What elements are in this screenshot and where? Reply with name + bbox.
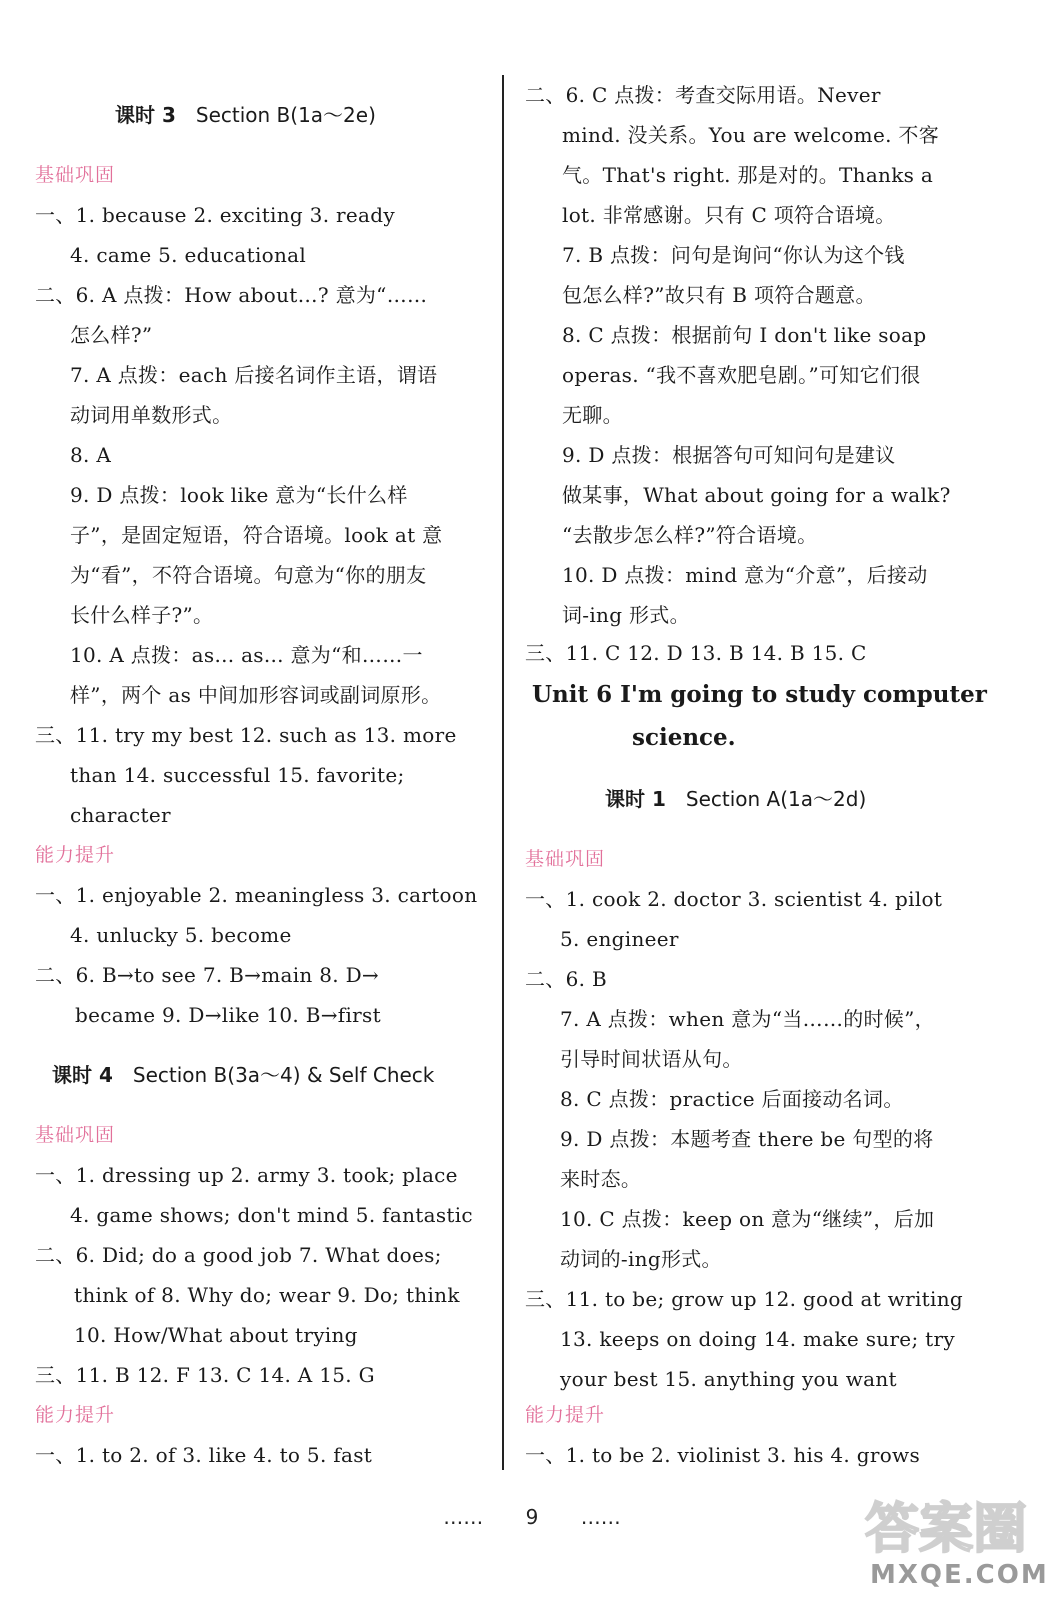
answer-line: 9. D 点拨：look like 意为“长什么样	[70, 483, 408, 507]
answer-line: 做某事，What about going for a walk?	[562, 483, 951, 507]
category-heading: 能力提升	[35, 1404, 116, 1426]
answer-line: 三、11. B 12. F 13. C 14. A 15. G	[35, 1363, 375, 1387]
answer-line: 包怎么样?”故只有 B 项符合题意。	[562, 283, 876, 307]
answer-line: 二、6. C 点拨：考查交际用语。Never	[525, 83, 881, 107]
answer-line: 9. D 点拨：本题考查 there be 句型的将	[560, 1127, 934, 1151]
footer-dots-right: ……	[580, 1505, 621, 1529]
answer-line: 子”，是固定短语，符合语境。look at 意	[70, 523, 443, 547]
answer-line: 8. C 点拨：根据前句 I don't like soap	[562, 323, 927, 347]
answer-line: 怎么样?”	[70, 323, 153, 347]
category-heading: 基础巩固	[35, 1124, 116, 1146]
category-heading: 能力提升	[35, 844, 116, 866]
answer-line: character	[70, 803, 171, 827]
answer-line: 样”，两个 as 中间加形容词或副词原形。	[70, 683, 442, 707]
watermark-text: MXQE.COM	[870, 1560, 1049, 1590]
lesson-label: 课时 4	[52, 1063, 113, 1087]
answer-line: 二、6. Did; do a good job 7. What does;	[35, 1243, 442, 1267]
answer-line: 一、1. dressing up 2. army 3. took; place	[35, 1163, 458, 1187]
lesson-label: 课时 1	[605, 787, 666, 811]
section-name: Section B(3a～4) & Self Check	[132, 1063, 435, 1087]
answer-line: 二、6. A 点拨：How about…? 意为“……	[35, 283, 428, 307]
answer-line: 为“看”，不符合语境。句意为“你的朋友	[70, 563, 427, 587]
answer-line: think of 8. Why do; wear 9. Do; think	[74, 1283, 460, 1307]
answer-line: 4. unlucky 5. become	[70, 923, 292, 947]
answer-line: 一、1. to be 2. violinist 3. his 4. grows	[525, 1443, 921, 1467]
page-number: 9	[525, 1505, 539, 1529]
category-heading: 基础巩固	[35, 164, 116, 186]
answer-line: 引导时间状语从句。	[560, 1047, 743, 1071]
column-divider	[502, 75, 504, 1470]
answer-line: 一、1. because 2. exciting 3. ready	[35, 203, 395, 227]
left-section-title	[52, 1062, 434, 1088]
answer-line: 4. came 5. educational	[70, 243, 307, 267]
answer-line: 气。That's right. 那是对的。Thanks a	[562, 163, 934, 187]
answer-line: 13. keeps on doing 14. make sure; try	[560, 1327, 955, 1351]
answer-line: 长什么样子?”。	[70, 603, 214, 627]
answer-line: 三、11. C 12. D 13. B 14. B 15. C	[525, 641, 867, 665]
left-section-title	[115, 102, 376, 128]
answer-line: 8. A	[70, 443, 112, 467]
answer-line: “去散步怎么样?”符合语境。	[562, 523, 818, 547]
watermark-logo: 答案圈	[865, 1497, 1027, 1560]
answer-line: 三、11. try my best 12. such as 13. more	[35, 723, 457, 747]
answer-line: 一、1. to 2. of 3. like 4. to 5. fast	[35, 1443, 373, 1467]
answer-line: 二、6. B→to see 7. B→main 8. D→	[35, 963, 379, 987]
answer-line: 7. A 点拨：each 后接名词作主语，谓语	[70, 363, 438, 387]
answer-line: became 9. D→like 10. B→first	[75, 1003, 381, 1027]
answer-line: 4. game shows; don't mind 5. fantastic	[70, 1203, 473, 1227]
section-name: Section A(1a～2d)	[685, 787, 867, 811]
answer-line: operas. “我不喜欢肥皂剧。”可知它们很	[562, 363, 921, 387]
answer-line: than 14. successful 15. favorite;	[70, 763, 405, 787]
answer-line: 来时态。	[560, 1167, 642, 1191]
answer-line: 10. A 点拨：as... as... 意为“和……一	[70, 643, 423, 667]
answer-line: 10. How/What about trying	[74, 1323, 358, 1347]
answer-line: 无聊。	[562, 403, 623, 427]
answer-line: 三、11. to be; grow up 12. good at writing	[525, 1287, 963, 1311]
category-heading: 能力提升	[525, 1404, 606, 1426]
unit-title: Unit 6 I'm going to study computer	[532, 681, 987, 708]
answer-line: 7. B 点拨：问句是询问“你认为这个钱	[562, 243, 905, 267]
answer-line: 5. engineer	[560, 927, 679, 951]
answer-line: 动词用单数形式。	[70, 403, 233, 427]
footer-dots-left: ……	[443, 1505, 484, 1529]
answer-line: 一、1. enjoyable 2. meaningless 3. cartoon	[35, 883, 478, 907]
unit-title: science.	[632, 724, 736, 751]
answer-line: 9. D 点拨：根据答句可知问句是建议	[562, 443, 896, 467]
answer-line: 8. C 点拨：practice 后面接动名词。	[560, 1087, 904, 1111]
answer-line: mind. 没关系。You are welcome. 不客	[562, 123, 939, 147]
answer-line: 一、1. cook 2. doctor 3. scientist 4. pilot	[525, 887, 943, 911]
answer-line: lot. 非常感谢。只有 C 项符合语境。	[562, 203, 896, 227]
right-section-title	[605, 786, 866, 812]
category-heading: 基础巩固	[525, 848, 606, 870]
answer-line: 词-ing 形式。	[562, 603, 690, 627]
lesson-label: 课时 3	[115, 103, 176, 127]
answer-line: your best 15. anything you want	[560, 1367, 897, 1391]
answer-line: 7. A 点拨：when 意为“当……的时候”，	[560, 1007, 935, 1031]
section-name: Section B(1a～2e)	[195, 103, 376, 127]
answer-line: 二、6. B	[525, 967, 607, 991]
answer-line: 动词的-ing形式。	[560, 1247, 722, 1271]
answer-line: 10. C 点拨：keep on 意为“继续”，后加	[560, 1207, 935, 1231]
answer-line: 10. D 点拨：mind 意为“介意”，后接动	[562, 563, 928, 587]
